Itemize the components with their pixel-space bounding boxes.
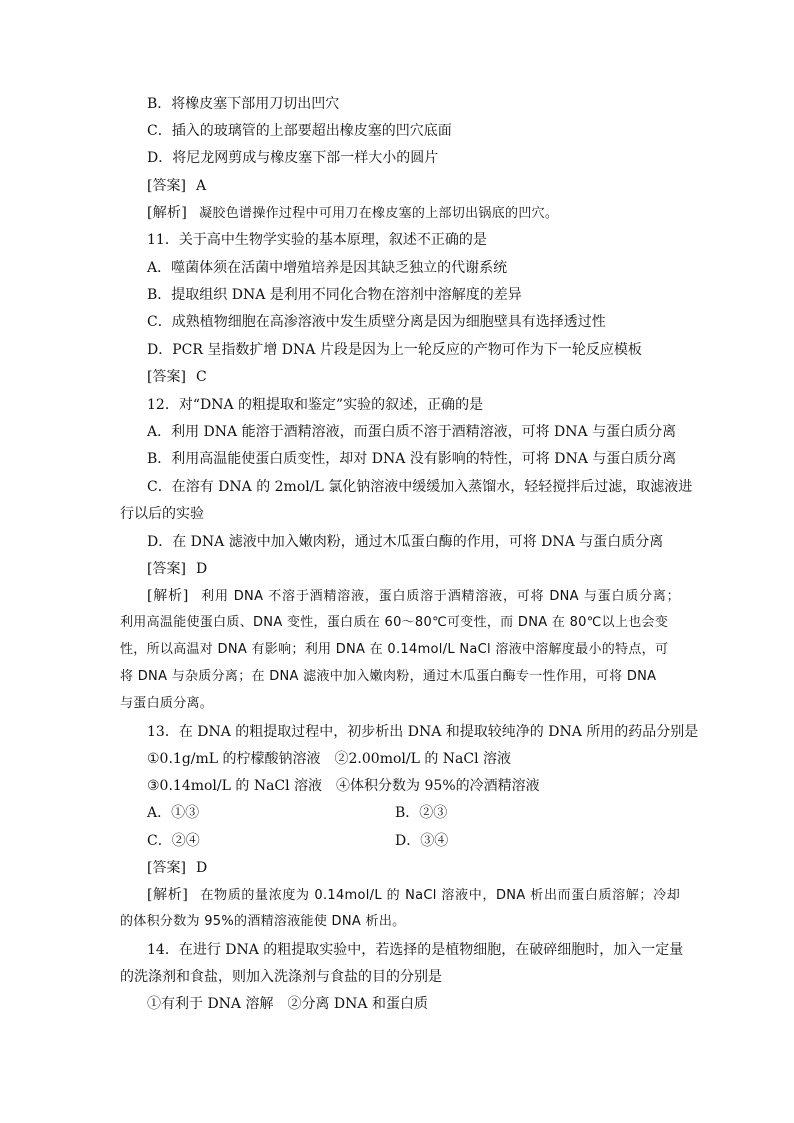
q12-explanation-line5: 与蛋白质分离。 <box>120 696 214 711</box>
q11-option-c: C．成熟植物细胞在高渗溶液中发生质壁分离是因为细胞壁具有选择透过性 <box>147 314 606 330</box>
q11-option-a: A．噬菌体须在活菌中增殖培养是因其缺乏独立的代谢系统 <box>147 260 508 276</box>
q12-explanation-text-1: 利用 DNA 不溶于酒精溶液，蛋白质溶于酒精溶液，可将 DNA 与蛋白质分离； <box>200 589 680 604</box>
q12-option-b: B．利用高温能使蛋白质变性，却对 DNA 没有影响的特性，可将 DNA 与蛋白质分离 <box>147 451 677 467</box>
q12-stem: 12．对“DNA 的粗提取和鉴定”实验的叙述，正确的是 <box>147 397 484 413</box>
answer-tag: [答案] <box>147 178 186 194</box>
q12-explanation-line2: 利用高温能使蛋白质、DNA 变性，蛋白质在 60～80℃可变性，而 DNA 在 80℃以上也会变 <box>120 615 669 630</box>
q10-answer: A <box>195 178 207 194</box>
answer-tag: [答案] <box>147 860 186 876</box>
q13-stem: 13．在 DNA 的粗提取过程中，初步析出 DNA 和提取较纯净的 DNA 所用的药品分别是 <box>147 724 699 740</box>
q13-answer: D <box>195 860 208 876</box>
q11-stem: 11．关于高中生物学实验的基本原理，叙述不正确的是 <box>147 232 487 248</box>
q11-option-d: D．PCR 呈指数扩增 DNA 片段是因为上一轮反应的产物可作为下一轮反应模板 <box>147 342 642 358</box>
explanation-tag: [解析] <box>147 588 189 604</box>
q13-answer-line <box>147 858 707 878</box>
q12-option-c-line2: 行以后的实验 <box>120 506 204 522</box>
q13-option-b: B．②③ <box>395 805 448 821</box>
answer-tag: [答案] <box>147 369 186 385</box>
q10-explanation-text: 凝胶色谱操作过程中可用刀在橡皮塞的上部切出锅底的凹穴。 <box>199 206 559 221</box>
q11-answer: C <box>195 369 207 385</box>
q13-explanation-line1 <box>147 885 680 906</box>
q12-explanation-line3: 性，所以高温对 DNA 有影响；利用 DNA 在 0.14mol/L NaCl 溶液中溶解度最小的特点，可 <box>120 642 669 657</box>
q12-option-c-line1: C．在溶有 DNA 的 2mol/L 氯化钠溶液中缓缓加入蒸馏水，轻轻搅拌后过滤，取滤液进 <box>147 479 693 495</box>
q10-option-c: C．插入的玻璃管的上部要超出橡皮塞的凹穴底面 <box>147 123 452 139</box>
q11-option-b: B．提取组织 DNA 是利用不同化合物在溶剂中溶解度的差异 <box>147 287 522 303</box>
q14-stem-line1: 14．在进行 DNA 的粗提取实验中，若选择的是植物细胞，在破碎细胞时，加入一定量 <box>147 942 684 958</box>
q13-explanation-text-1: 在物质的量浓度为 0.14mol/L 的 NaCl 溶液中，DNA 析出而蛋白质溶解；冷却 <box>200 888 681 903</box>
q12-option-a: A．利用 DNA 能溶于酒精溶液，而蛋白质不溶于酒精溶液，可将 DNA 与蛋白质分离 <box>147 424 677 440</box>
q12-answer: D <box>195 561 208 577</box>
q11-answer-line <box>147 367 707 387</box>
q13-explanation-line2: 的体积分数为 95%的酒精溶液能使 DNA 析出。 <box>120 914 406 929</box>
answer-tag: [答案] <box>147 561 186 577</box>
q12-explanation-line1 <box>147 586 680 607</box>
q10-explanation <box>147 203 707 224</box>
q12-answer-line <box>147 559 707 579</box>
explanation-tag: [解析] <box>147 205 188 221</box>
q12-option-d: D．在 DNA 滤液中加入嫩肉粉，通过木瓜蛋白酶的作用，可将 DNA 与蛋白质分离 <box>147 534 664 550</box>
q13-option-d: D．③④ <box>395 833 449 849</box>
q12-explanation-line4: 将 DNA 与杂质分离；在 DNA 滤液中加入嫩肉粉，通过木瓜蛋白酶专一性作用，可将 DNA <box>120 669 657 684</box>
q13-items-1-2: ①0.1g/mL 的柠檬酸钠溶液 ②2.00mol/L 的 NaCl 溶液 <box>147 751 512 767</box>
q10-answer-line <box>147 176 707 196</box>
q13-items-3-4: ③0.14mol/L 的 NaCl 溶液 ④体积分数为 95%的冷酒精溶液 <box>147 778 540 794</box>
q14-stem-line2: 的洗涤剂和食盐，则加入洗涤剂与食盐的目的分别是 <box>120 969 442 985</box>
q13-option-c: C．②④ <box>147 833 200 849</box>
q13-option-a: A．①③ <box>147 805 200 821</box>
q10-option-d: D．将尼龙网剪成与橡皮塞下部一样大小的圆片 <box>147 150 439 166</box>
q10-option-b: B．将橡皮塞下部用刀切出凹穴 <box>147 96 340 112</box>
q14-items-1-2: ①有利于 DNA 溶解 ②分离 DNA 和蛋白质 <box>147 996 428 1012</box>
explanation-tag: [解析] <box>147 887 189 903</box>
